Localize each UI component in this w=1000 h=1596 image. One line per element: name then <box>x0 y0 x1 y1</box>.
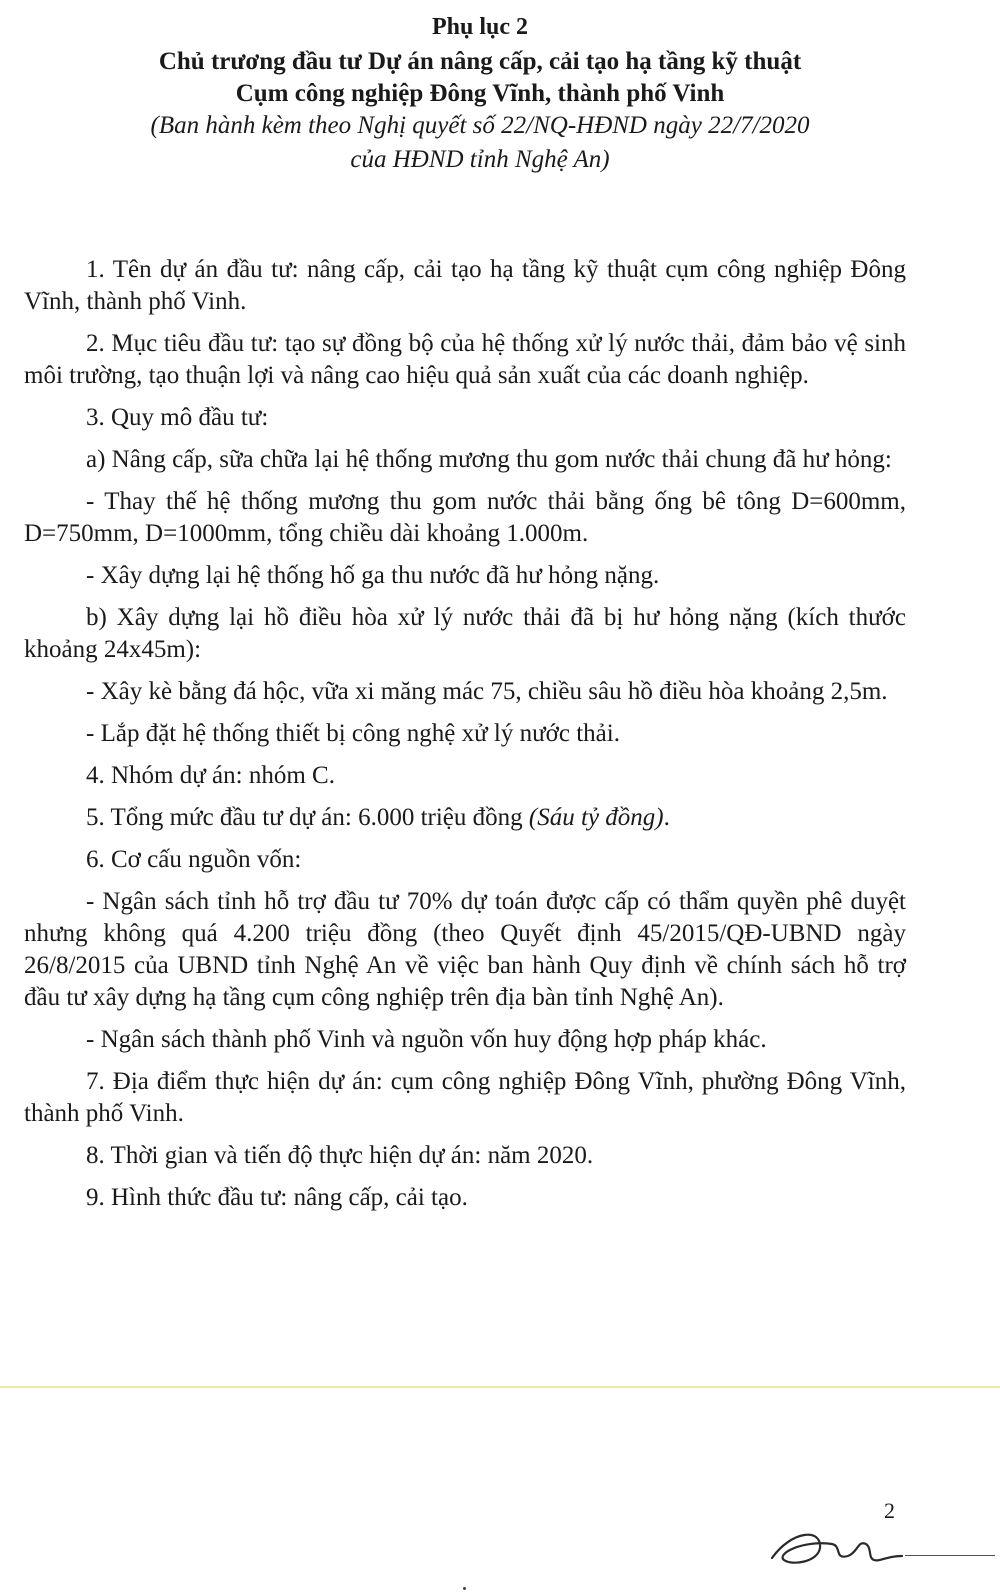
paragraph-8: 8. Thời gian và tiến độ thực hiện dự án: năm 2020. <box>86 1142 594 1169</box>
heading-line-2: Cụm công nghiệp Đông Vĩnh, thành phố Vinh <box>235 80 725 107</box>
paragraph-7: 7. Địa điểm thực hiện dự án: cụm công nghiệp Đông Vĩnh, phường Đông Vĩnh, thành phố Vinh. <box>24 1068 906 1127</box>
paragraph-3b-item-2: - Lắp đặt hệ thống thiết bị công nghệ xử lý nước thải. <box>86 720 620 747</box>
paragraph-2: 2. Mục tiêu đầu tư: tạo sự đồng bộ của hệ thống xử lý nước thải, đảm bảo vệ sinh môi trường, tạo thuận lợi và nâng cao hiệu quả sản xuất của các doanh nghiệp. <box>24 330 906 389</box>
page-number: 2 <box>884 1498 895 1523</box>
issuance-note-line-1: (Ban hành kèm theo Nghị quyết số 22/NQ-HĐND ngày 22/7/2020 <box>150 112 810 139</box>
paragraph-3b-item-1: - Xây kè bằng đá hộc, vữa xi măng mác 75, chiều sâu hồ điều hòa khoảng 2,5m. <box>86 678 888 705</box>
paragraph-5-end: . <box>663 804 670 831</box>
paragraph-5-text: 5. Tổng mức đầu tư dự án: 6.000 triệu đồng <box>86 804 529 831</box>
signature-line <box>905 1555 995 1556</box>
scan-speck <box>463 1587 466 1590</box>
paragraph-3b: b) Xây dựng lại hồ điều hòa xử lý nước thải đã bị hư hỏng nặng (kích thước khoảng 24x45m): <box>24 604 906 663</box>
paragraph-6-item-1: - Ngân sách tỉnh hỗ trợ đầu tư 70% dự toán được cấp có thẩm quyền phê duyệt nhưng không quá 4.200 triệu đồng (theo Quyết định 45/2015/QĐ-UBND ngày 26/8/2015 của UBND tỉnh Nghệ An về việc ban hành Quy định về chính sách hỗ trợ đầu tư xây dựng hạ tầng cụm công nghiệp trên địa bàn tỉnh Nghệ An). <box>24 888 906 1011</box>
issuance-note-line-2: của HĐND tỉnh Nghệ An) <box>350 146 610 173</box>
paragraph-1: 1. Tên dự án đầu tư: nâng cấp, cải tạo hạ tầng kỹ thuật cụm công nghiệp Đông Vĩnh, thành phố Vinh. <box>24 256 906 315</box>
paragraph-3a: a) Nâng cấp, sữa chữa lại hệ thống mương thu gom nước thải chung đã hư hỏng: <box>86 446 892 473</box>
paragraph-4: 4. Nhóm dự án: nhóm C. <box>86 762 335 789</box>
appendix-title: Phụ lục 2 <box>431 14 529 40</box>
paragraph-3a-item-2: - Xây dựng lại hệ thống hố ga thu nước đã hư hỏng nặng. <box>86 562 660 589</box>
footer-divider <box>0 1386 1000 1388</box>
paragraph-3: 3. Quy mô đầu tư: <box>86 404 269 431</box>
paragraph-5 <box>24 802 906 834</box>
document-body <box>24 254 906 1224</box>
paragraph-5-italic: (Sáu tỷ đồng) <box>528 804 664 831</box>
heading-line-1: Chủ trương đầu tư Dự án nâng cấp, cải tạo hạ tầng kỹ thuật <box>158 48 802 75</box>
paragraph-3a-item-1: - Thay thế hệ thống mương thu gom nước thải bằng ống bê tông D=600mm, D=750mm, D=1000mm, tổng chiều dài khoảng 1.000m. <box>24 488 906 547</box>
paragraph-9: 9. Hình thức đầu tư: nâng cấp, cải tạo. <box>86 1184 468 1211</box>
paragraph-6-item-2: - Ngân sách thành phố Vinh và nguồn vốn huy động hợp pháp khác. <box>86 1026 767 1053</box>
paragraph-6: 6. Cơ cấu nguồn vốn: <box>86 846 302 873</box>
